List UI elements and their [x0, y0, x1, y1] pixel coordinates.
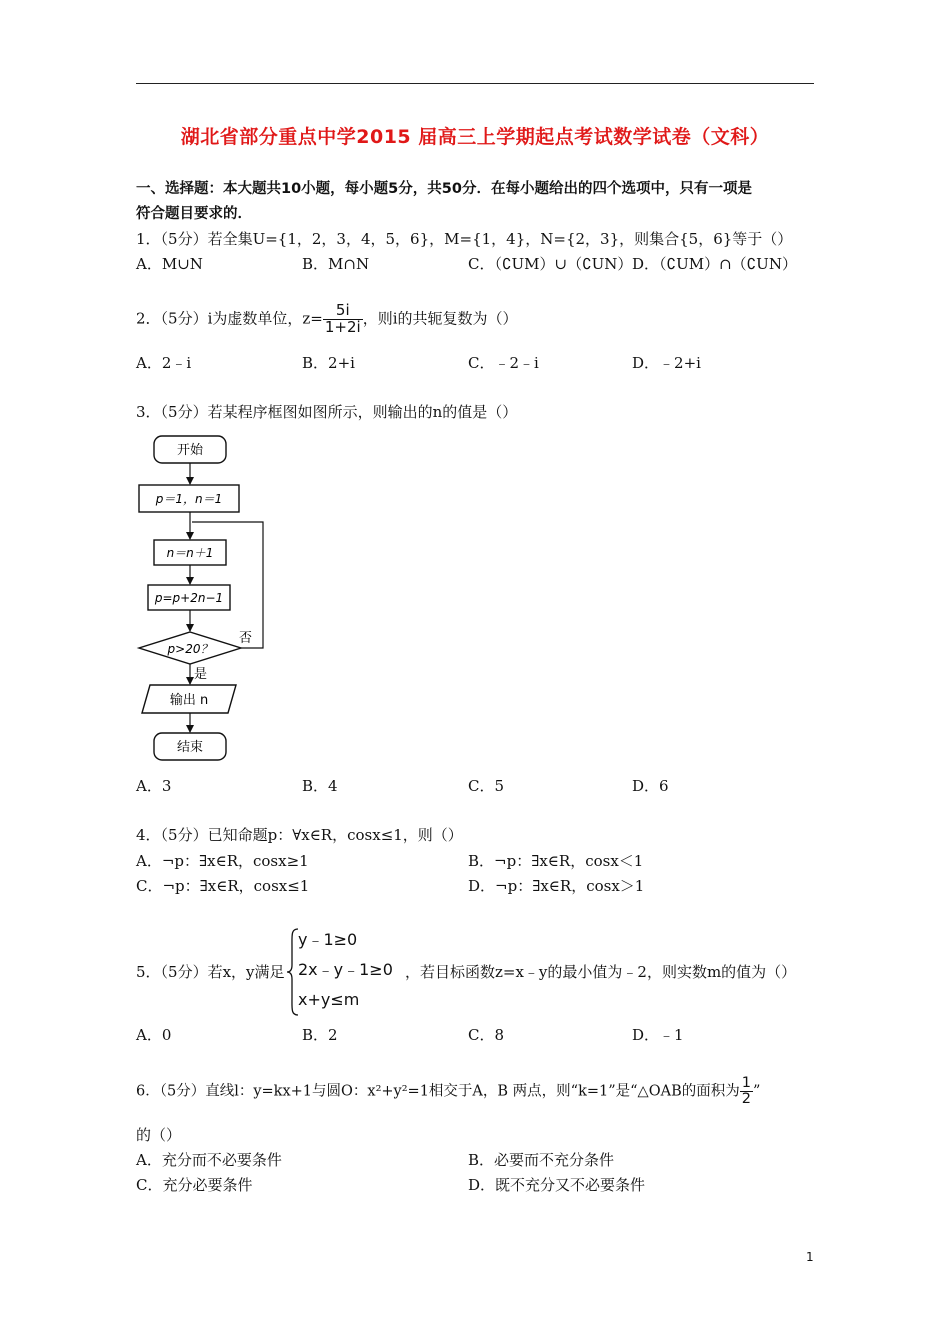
q1-option-b: B．M∩N: [302, 255, 370, 273]
q2-option-d: D．﹣2+i: [632, 354, 701, 372]
q2-stem-suffix: ，则i的共轭复数为（）: [362, 309, 518, 328]
q6-stem: [136, 1076, 760, 1107]
q2-stem: [136, 303, 518, 336]
q6-fraction: [740, 1076, 753, 1107]
q6-fraction-den: 2: [741, 1091, 751, 1108]
q2-option-c: C．﹣2﹣i: [468, 354, 539, 372]
q4-option-a: A．¬p：∃x∈R，cosx≥1: [136, 852, 309, 870]
q6-fraction-num: 1: [741, 1075, 751, 1091]
q5-stem-suffix: ，若目标函数z=x﹣y的最小值为﹣2，则实数m的值为（）: [405, 963, 797, 981]
q6-option-a: A．充分而不必要条件: [136, 1151, 282, 1169]
q2-option-b: B．2+i: [302, 354, 355, 372]
q3-option-a: A．3: [136, 777, 172, 795]
q1-option-a: A．M∪N: [136, 255, 203, 273]
q5-option-d: D．﹣1: [632, 1026, 684, 1044]
flow-output-label: 输出 n: [169, 693, 209, 708]
q2-option-a: A．2﹣i: [136, 354, 192, 372]
q5-option-a: A．0: [136, 1026, 172, 1044]
q5-system-line2: 2x﹣y﹣1≥0: [298, 960, 393, 979]
q5-system-line3: x+y≤m: [298, 990, 360, 1009]
q6-stem-suffix: ”: [752, 1083, 761, 1100]
q6-option-d: D．既不充分又不必要条件: [468, 1176, 646, 1194]
q6-option-c: C．充分必要条件: [136, 1176, 253, 1194]
flow-step2-label: p=p+2n−1: [154, 591, 224, 605]
q4-option-d: D．¬p：∃x∈R，cosx＞1: [468, 877, 645, 895]
page-title: 湖北省部分重点中学2015 届高三上学期起点考试数学试卷（文科）: [180, 126, 770, 148]
q1-option-d: D．（∁UM）∩（∁UN）: [632, 255, 797, 273]
flow-step1-label: n＝n＋1: [166, 546, 214, 560]
q3-stem: 3．（5分）若某程序框图如图所示，则输出的n的值是（）: [136, 403, 518, 421]
q4-option-c: C．¬p：∃x∈R，cosx≤1: [136, 877, 310, 895]
header-rule: [136, 83, 814, 84]
q4-option-b: B．¬p：∃x∈R，cosx＜1: [468, 852, 644, 870]
section-instructions-line1: 一、选择题：本大题共10小题，每小题5分，共50分．在每小题给出的四个选项中，只有一项是: [136, 181, 752, 197]
q6-stem-prefix: 6．（5分）直线l：y=kx+1与圆O：x²+y²=1相交于A，B 两点，则“k=1”是“△OAB的面积为: [136, 1083, 740, 1100]
q1-option-c: C．（∁UM）∪（∁UN）: [468, 255, 633, 273]
flow-condition-label: p>20？: [167, 642, 213, 656]
q3-option-d: D．6: [632, 777, 669, 795]
q5-system-line1: y﹣1≥0: [298, 930, 358, 949]
flow-no-label: 否: [239, 631, 253, 646]
q4-stem: 4．（5分）已知命题p：∀x∈R，cosx≤1，则（）: [136, 826, 463, 844]
q1-stem: 1．（5分）若全集U={1，2，3，4，5，6}，M={1，4}，N={2，3}，则集合{5，6}等于（）: [136, 230, 793, 248]
q6-stem-line2: 的（）: [136, 1126, 182, 1144]
q6-option-b: B．必要而不充分条件: [468, 1151, 615, 1169]
page-number: 1: [806, 1250, 814, 1264]
q5-option-b: B．2: [302, 1026, 338, 1044]
q3-flowchart: [130, 428, 290, 768]
q5-option-c: C．8: [468, 1026, 505, 1044]
flow-yes-label: 是: [194, 667, 208, 682]
q2-fraction: [323, 303, 363, 336]
q2-stem-prefix: 2．（5分）i为虚数单位，z=: [136, 309, 323, 328]
q5-stem-prefix: 5．（5分）若x，y满足: [136, 963, 285, 981]
q3-option-c: C．5: [468, 777, 505, 795]
q2-fraction-num: 5i: [323, 303, 363, 320]
q2-fraction-den: 1+2i: [324, 317, 361, 336]
q3-option-b: B．4: [302, 777, 338, 795]
flow-init-label: p＝1，n＝1: [155, 492, 223, 506]
q5-system: [298, 925, 393, 1015]
flow-start-label: 开始: [176, 443, 204, 458]
section-instructions-line2: 符合题目要求的．: [136, 206, 252, 222]
flow-end-label: 结束: [176, 740, 204, 755]
